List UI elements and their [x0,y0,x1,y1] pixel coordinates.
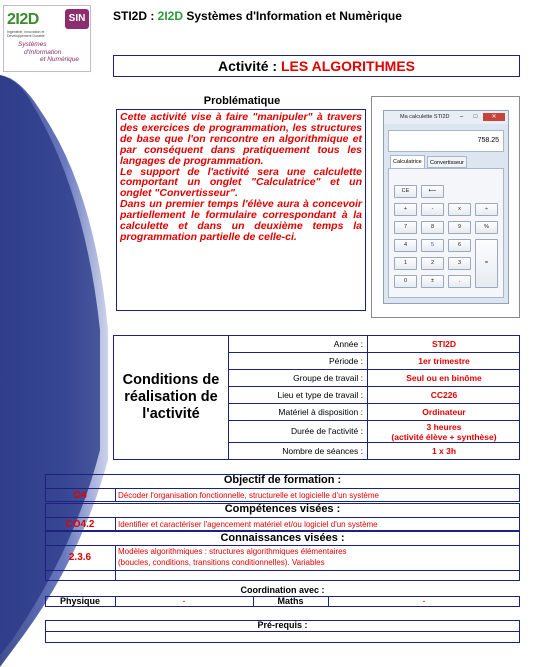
conditions-value-materiel: Ordinateur [422,407,466,417]
connaissances-code: 2.3.6 [68,552,92,563]
key-ce: CE [394,185,417,198]
divider [45,631,520,632]
problematique-title: Problématique [203,95,281,107]
tab-convertisseur: Convertisseur [427,156,467,168]
conditions-key-duree: Durée de l'activité : [229,421,368,443]
coordination-maths-value: - [422,596,426,606]
calculator-display: 758.25 [388,130,504,152]
key-divide: ÷ [475,203,498,216]
objectif-code: O4 [73,490,87,501]
conditions-label: Conditions de réalisation de l'activité [114,336,229,459]
competences-title: Compétences visées : [224,503,341,515]
objectif-text: Décoder l'organisation fonctionnelle, structurelle et logicielle d'un système [118,491,379,500]
conditions-value-periode: 1er trimestre [418,356,470,366]
key-dot: . [448,275,471,288]
key-9: 9 [448,221,471,234]
divider [115,517,116,531]
prerequis-title: Pré-requis : [257,620,308,630]
conditions-key-lieu: Lieu et type de travail : [229,387,368,404]
logo-subtitle: Systèmes d'Information et Numérique [18,41,80,63]
activity-title: Activité : LES ALGORITHMES [113,55,520,77]
divider [115,545,116,581]
key-backspace-icon: ⟵ [421,185,444,198]
coordination-physique-value: - [182,596,186,606]
divider [45,488,520,489]
key-2: 2 [421,257,444,270]
connaissances-text-1: Modèles algorithmiques : structures algorithmiques élémentaires [118,547,347,556]
key-minus: - [421,203,444,216]
divider [45,545,520,546]
key-plusminus: ± [421,275,444,288]
maximize-icon: □ [473,114,478,120]
conditions-value-annee: STI2D [431,339,457,349]
key-percent: % [475,221,498,234]
key-3: 3 [448,257,471,270]
key-6: 6 [448,239,471,252]
coordination-title: Coordination avec : [240,585,325,595]
close-icon: ✕ [483,113,505,121]
logo-sin-badge: SIN [65,9,89,29]
minimize-icon: – [459,114,464,120]
conditions-value-duree: 3 heures [426,422,462,432]
conditions-key-materiel: Matériel à disposition : [229,404,368,421]
divider [115,488,116,502]
divider [45,517,520,518]
conditions-value-lieu: CC226 [430,390,458,400]
divider [45,570,520,571]
tab-calculatrice: Calculatrice [390,155,425,168]
connaissances-text-2: (boucles, conditions, transitions conditionnelles). Variables [118,558,325,567]
key-multiply: x [448,203,471,216]
coordination-maths: Maths [277,596,304,606]
conditions-key-seances: Nombre de séances : [229,443,368,459]
key-0: 0 [394,275,417,288]
conditions-key-groupe: Groupe de travail : [229,370,368,387]
header-title: STI2D : 2I2D Systèmes d'Information et Numèrique [113,9,402,23]
key-1: 1 [394,257,417,270]
key-plus: + [394,203,417,216]
key-4: 4 [394,239,417,252]
conditions-value-seances: 1 x 3h [431,446,457,456]
conditions-value-groupe: Seul ou en binôme [406,373,482,383]
problematique-text: Cette activité vise à faire "manipuler" à travers des exercices de programmation, les structures de base que l'on rencontre en algorithmique et par conséquent dans pratiquement tous les langages de programmation. Le support de l'activité sera une calculette comportant un onglet "Calculatrice" et un onglet "Convertisseur". Dans un premier temps l'élève aura à concevoir partiellement le formulaire correspondant à la calculette et dans un deuxième temps la programmation partielle de celle-ci. [116,109,366,311]
logo-brand: 2I2D [7,11,39,28]
key-7: 7 [394,221,417,234]
key-equals: = [475,239,498,288]
conditions-value-duree-detail: (activité élève + synthèse) [391,432,497,442]
competences-text: Identifier et caractériser l'agencement matériel et/ou logiciel d'un système [118,520,378,529]
calculator-title: Ma calculette STI2D [400,114,450,120]
key-5: 5 [421,239,444,252]
objectif-title: Objectif de formation : [223,474,342,486]
connaissances-title: Connaissances visées : [220,532,345,544]
key-8: 8 [421,221,444,234]
conditions-key-periode: Période : [229,353,368,370]
conditions-key-annee: Année : [229,336,368,353]
coordination-physique: Physique [59,596,100,606]
logo-tiny-text: Ingénierie, Innovation et Développement Durable [7,30,45,38]
competences-code: CO4.2 [65,519,95,530]
